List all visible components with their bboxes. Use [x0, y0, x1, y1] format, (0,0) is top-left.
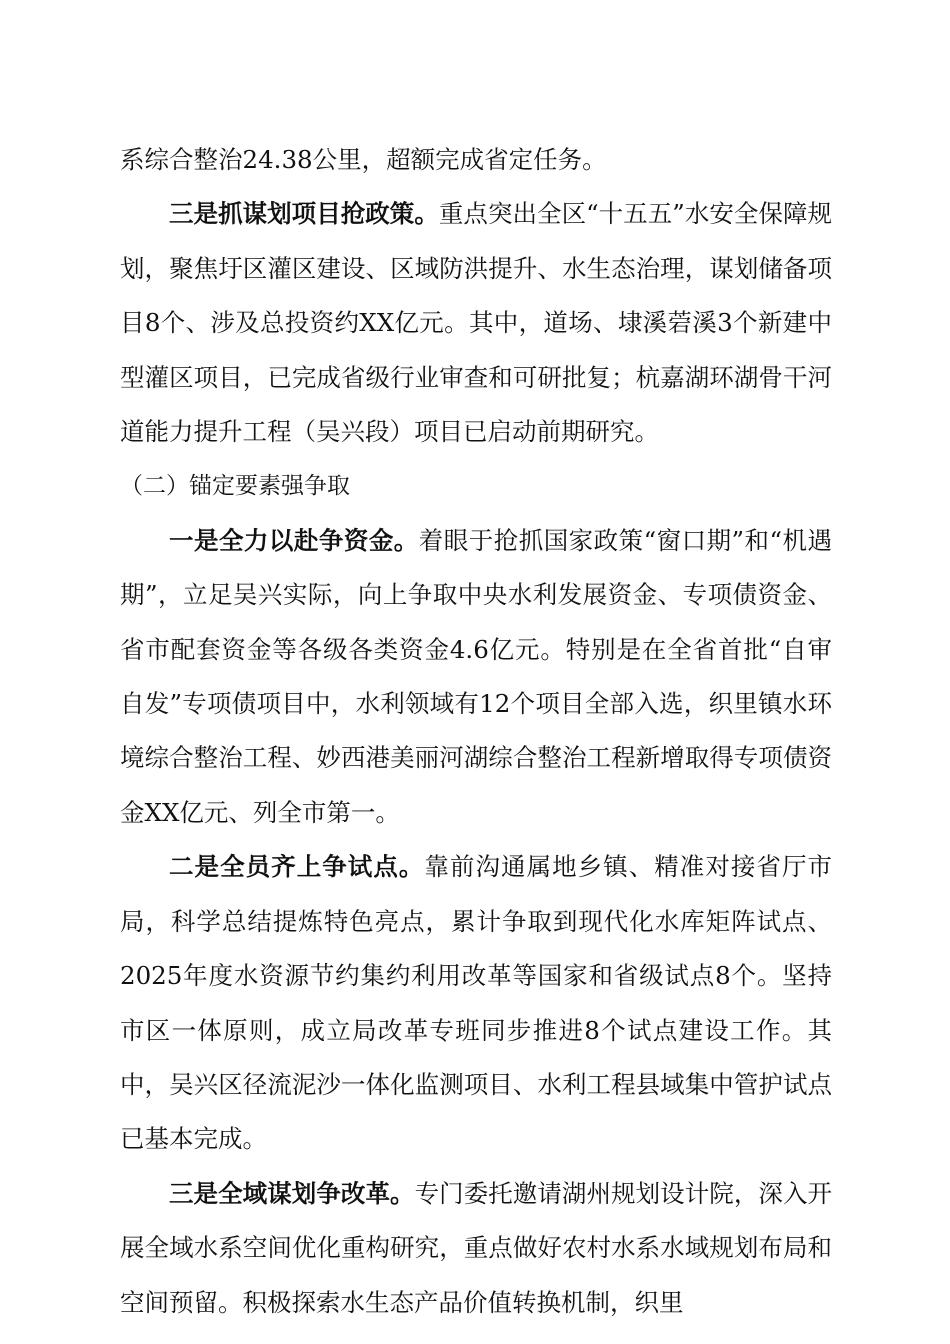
document-body: [120, 133, 832, 1330]
paragraph-lead: 二是全员齐上争试点。: [169, 852, 425, 882]
paragraph-lead: 三是抓谋划项目抢政策。: [169, 199, 439, 229]
paragraph-text: 靠前沟通属地乡镇、精准对接省厅市局，科学总结提炼特色亮点，累计争取到现代化水库矩阵试点、2025年度水资源节约集约利用改革等国家和省级试点8个。坚持市区一体原则，成立局改革专班同步推进8个试点建设工作。其中，吴兴区径流泥沙一体化监测项目、水利工程县域集中管护试点已基本完成。: [120, 852, 833, 1154]
paragraph-funding: [120, 514, 832, 840]
paragraph-reform: [120, 1167, 832, 1330]
paragraph-lead: 三是全域谋划争改革。: [169, 1178, 415, 1208]
paragraph-text: 专门委托邀请湖州规划设计院，深入开展全域水系空间优化重构研究，重点做好农村水系水域规划布局和空间预留。积极探索水生态产品价值转换机制，织里: [120, 1178, 832, 1317]
section-heading: （二）锚定要素强争取: [120, 473, 350, 500]
paragraph-text: 着眼于抢抓国家政策“窗口期”和“机遇期”，立足吴兴实际，向上争取中央水利发展资金、专项债资金、省市配套资金等各级各类资金4.6亿元。特别是在全省首批“自审自发”专项债项目中，水利领域有12个项目全部入选，织里镇水环境综合整治工程、妙西港美丽河湖综合整治工程新增取得专项债资金XX亿元、列全市第一。: [120, 525, 833, 827]
paragraph-lead: 一是全力以赴争资金。: [169, 525, 419, 555]
paragraph-continuation: [120, 133, 832, 187]
paragraph-project-planning: [120, 187, 832, 459]
paragraph-text: 系综合整治24.38公里，超额完成省定任务。: [120, 145, 607, 174]
paragraph-pilots: [120, 840, 832, 1166]
paragraph-text: 重点突出全区“十五五”水安全保障规划，聚焦圩区灌区建设、区域防洪提升、水生态治理，谋划储备项目8个、涉及总投资约XX亿元。其中，道场、埭溪菪溪3个新建中型灌区项目，已完成省级行业审查和可研批复；杭嘉湖环湖骨干河道能力提升工程（吴兴段）项目已启动前期研究。: [120, 199, 832, 447]
